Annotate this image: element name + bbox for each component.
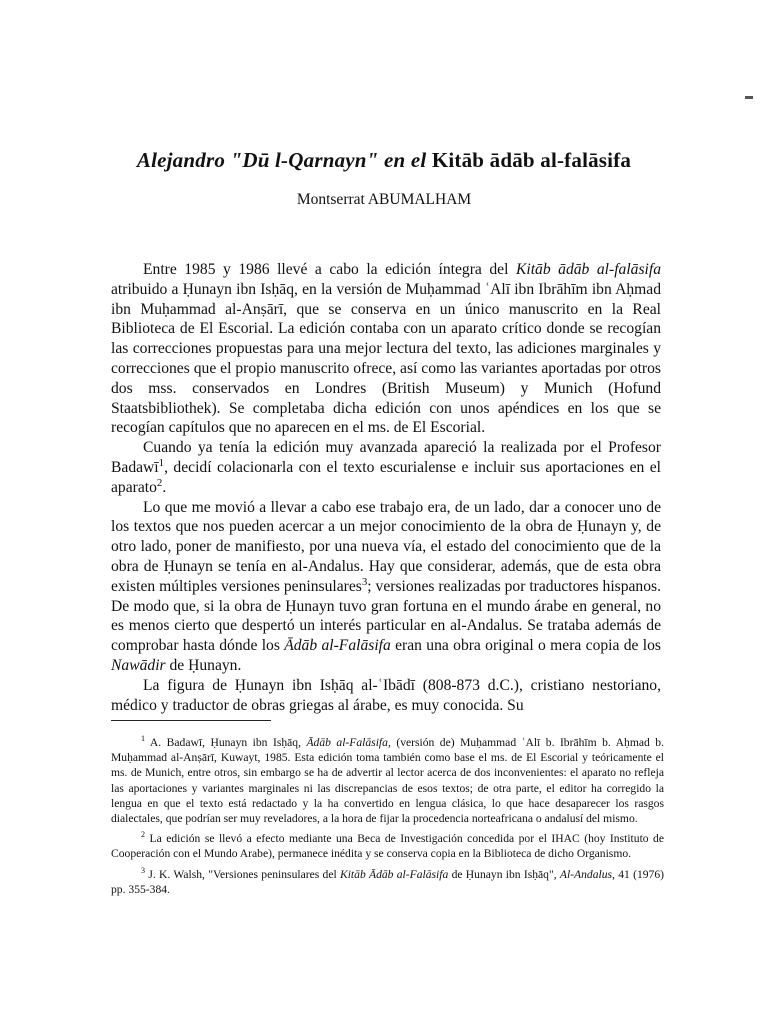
footnote-ref: 2: [156, 476, 163, 489]
text-span: J. K. Walsh, "Versiones peninsulares del: [145, 867, 340, 881]
text-span: Lo que me movió a llevar a cabo ese trabajo era, de un lado, dar a conocer uno de los textos que nos pueden acercar a un mejor conocimiento de la obra de Ḥunayn y, de otro lado, poner de manifiesto, por una nueva vía, el estado del conocimiento que de la obra de Ḥunayn se tenía en al-Andalus. Hay que considerar, además, que de esta obra existen múltiples versiones peninsulares: [111, 498, 661, 595]
text-span: A. Badawī, Ḥunayn ibn Isḥāq,: [145, 736, 307, 749]
text-span: ; versiones realizadas por traductores hispanos. De modo que, si la obra de Ḥunayn tuvo gran fortuna en el mundo árabe en general, no es menos cierto que despertó un interés particular en al-Andalus. Se trataba además de comprobar hasta dónde los: [111, 577, 661, 655]
text-span: atribuido a Ḥunayn ibn Isḥāq, en la versión de Muḥammad ʿAlī ibn Ibrāhīm ibn Aḥmad ibn Muḥammad al-Anṣārī, que se conserva en un único manuscrito en la Real Biblioteca de El Escorial. La edición contaba con un aparato crítico donde se recogían las correcciones propuestas para una mejor lectura del texto, las adiciones marginales y correcciones que el propio manuscrito ofrece, así como las variantes aportadas por otros dos mss. conservados en Londres (British Museum) y Munich (Hofund Staatsbibliothek). Se completaba dicha edición con unos apéndices en los que se recogían capítulos que no aparecen en el ms. de El Escorial.: [111, 280, 661, 437]
title-italic-part: Alejandro "Dū l-Qarnayn" en el: [136, 148, 427, 172]
italic-title: Nawādir: [111, 656, 166, 674]
italic-title: Ādāb al-Falāsifa,: [306, 736, 391, 749]
author-name: Montserrat ABUMALHAM: [296, 191, 472, 208]
text-span: 41 (1976) pp. 355-384.: [111, 867, 665, 896]
paragraph-1: [111, 260, 661, 438]
paragraph-3: [111, 498, 661, 676]
text-span: Entre 1985 y 1986 llevé a cabo la edición íntegra del: [143, 261, 516, 278]
footnote-number: 1: [141, 734, 146, 744]
footnote-3: [111, 867, 664, 897]
title-bold-part: Kitāb ādāb al-falāsifa: [431, 148, 632, 172]
paragraph-4: [111, 676, 661, 716]
text-span: (versión de) Muḥammad ʿAlī b. Ibrāhīm b. Aḥmad b. Muḥammad al-Anṣārī, Kuwayt, 1985. Esta edición toma también como base el ms. de El Escorial y teóricamente el ms. de Munich, entre otros, sin embargo se ha de advertir al lector acerca de dos inconvenientes: el aparato no refleja las aportaciones y variantes marginales ni las discrepancias de esos textos; de otra parte, el editor ha corregido la lengua en que el texto está redactado y la ha convertido en lengua clásica, lo que hace desaparecer los rasgos dialectales, que podrían ser muy reveladores, a la hora de fijar la procedencia norteafricana o andalusí del mismo.: [111, 736, 664, 826]
footnote-separator: [111, 720, 271, 721]
footnote-ref: 3: [361, 575, 368, 588]
text-span: de Ḥunayn ibn Isḥāq",: [448, 867, 560, 881]
footnote-ref: 1: [158, 456, 165, 469]
article-title: [0, 148, 768, 173]
text-span: eran una obra original o mera copia de los: [390, 637, 661, 655]
footnotes: [111, 735, 664, 902]
italic-title: Kitāb ādāb al-falāsifa: [515, 261, 661, 278]
footnote-2: [111, 831, 664, 861]
text-span: .: [162, 478, 167, 496]
text-span: Cuando ya tenía la edición muy avanzada apareció la realizada por el Profesor Badawī: [111, 439, 661, 476]
footnote-1: [111, 735, 664, 826]
italic-title: Ādāb al-Falāsifa: [284, 637, 391, 655]
footnote-number: 2: [141, 830, 146, 840]
text-span: La edición se llevó a efecto mediante una Beca de Investigación concedida por el IHAC (hoy Instituto de Cooperación con el Mundo Arabe), permanece inédita y se conserva copia en la Biblioteca de dicho Organismo.: [111, 832, 664, 861]
footnote-number: 3: [141, 865, 146, 875]
italic-title: Al-Andalus,: [559, 867, 615, 881]
text-span: , decidí colacionarla con el texto escurialense e incluir sus aportaciones en el aparato: [111, 458, 661, 496]
article-body: [111, 260, 661, 715]
text-span: La figura de Ḥunayn ibn Isḥāq al-ʿIbādī (808-873 d.C.), cristiano nestoriano, médico y traductor de obras griegas al árabe, es muy conocida. Su: [111, 676, 661, 714]
paragraph-2: [111, 438, 661, 497]
italic-title: Kitāb Ādāb al-Falāsifa: [339, 867, 449, 881]
scan-mark: [745, 96, 753, 99]
text-span: de Ḥunayn.: [165, 656, 242, 674]
